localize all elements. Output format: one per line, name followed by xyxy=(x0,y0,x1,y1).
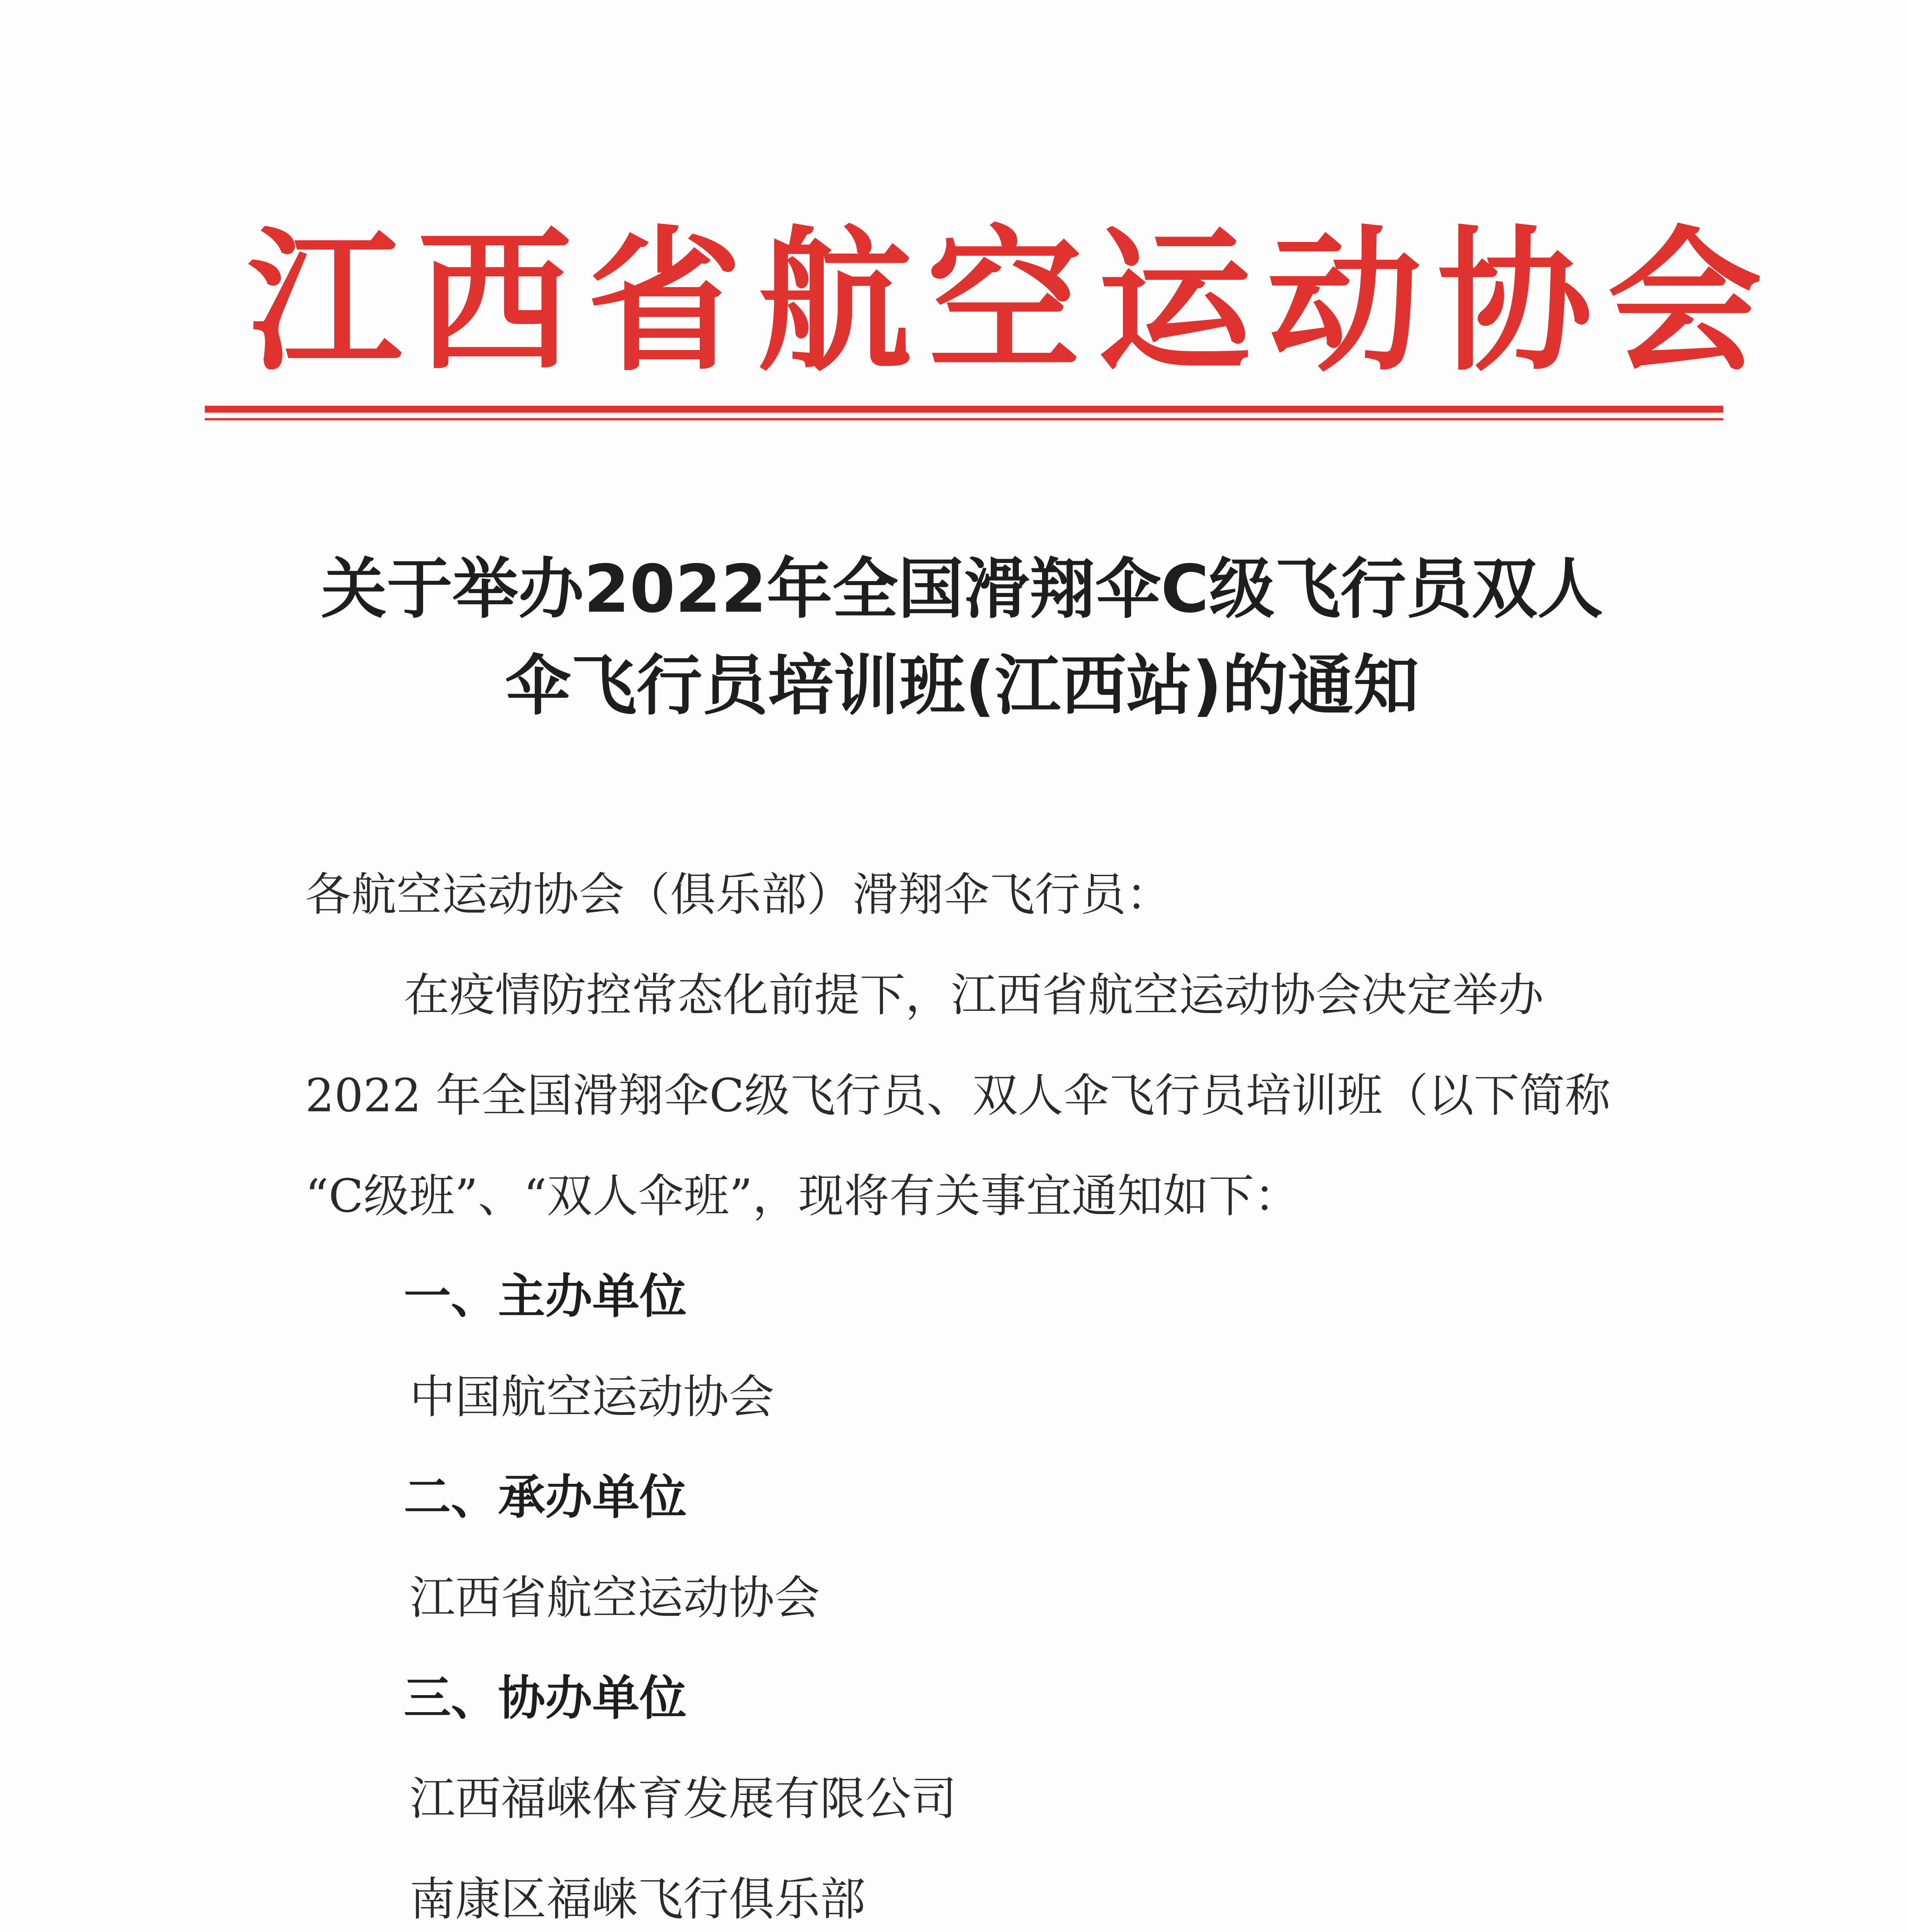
title-line-1: 关于举办2022年全国滑翔伞C级飞行员双人 xyxy=(321,551,1603,628)
section-item-co-organizer-2: 南康区福崃飞行俱乐部 xyxy=(410,1872,866,1926)
intro-line-1: 在疫情防控常态化前提下，江西省航空运动协会决定举办 xyxy=(404,968,1544,1022)
salutation: 各航空运动协会（俱乐部）滑翔伞飞行员： xyxy=(305,868,1172,921)
title-line-2: 伞飞行员培训班(江西站)的通知 xyxy=(505,648,1419,724)
letterhead-rule-thin xyxy=(205,418,1723,420)
section-heading-co-organizer: 三、协办单位 xyxy=(404,1671,687,1726)
section-item-organizer: 中国航空运动协会 xyxy=(410,1370,775,1423)
section-heading-host: 二、承办单位 xyxy=(404,1470,687,1525)
section-item-host: 江西省航空运动协会 xyxy=(410,1571,820,1624)
intro-line-2: 2022 年全国滑翔伞C级飞行员、双人伞飞行员培训班（以下简称 xyxy=(305,1069,1611,1122)
intro-line-3: “C级班”、“双人伞班”，现将有关事宜通知如下： xyxy=(305,1169,1300,1223)
document-title xyxy=(232,541,1692,734)
letterhead-rule-thick xyxy=(205,406,1723,413)
section-item-co-organizer-1: 江西福崃体育发展有限公司 xyxy=(410,1772,957,1825)
letterhead-org-name: 江西省航空运动协会 xyxy=(247,211,1777,392)
section-heading-organizer: 一、主办单位 xyxy=(404,1269,687,1324)
